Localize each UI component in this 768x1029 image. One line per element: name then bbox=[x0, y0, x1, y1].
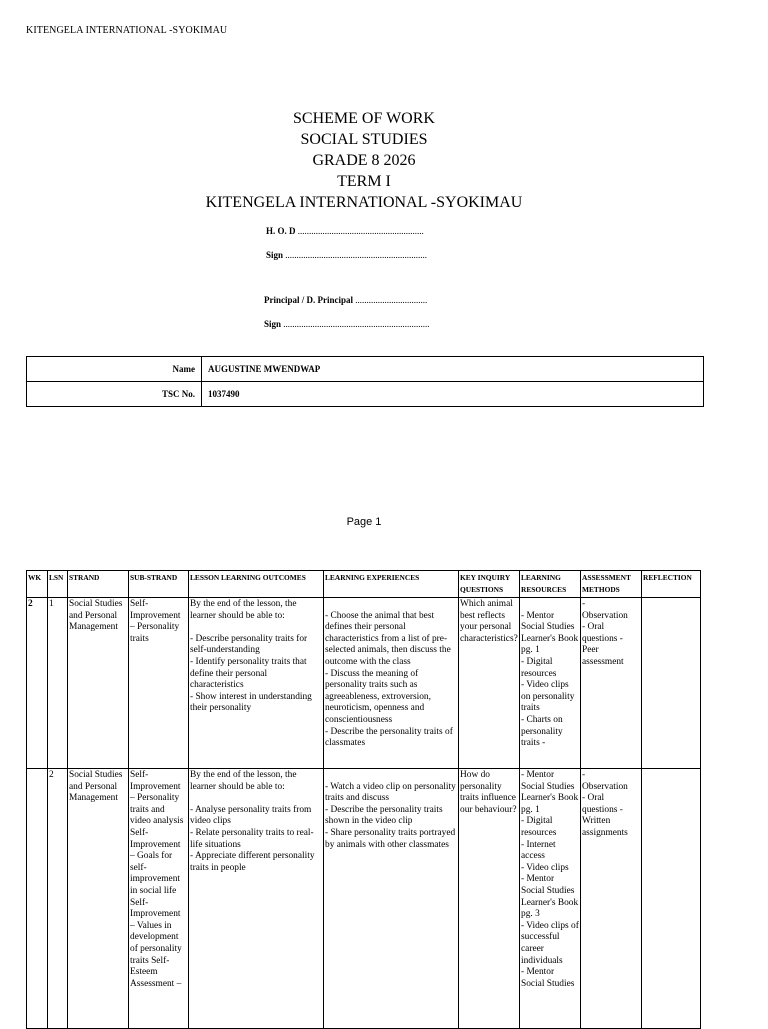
tsc-label: TSC No. bbox=[27, 382, 202, 407]
table-row bbox=[27, 769, 701, 1029]
hod-dots: ........................................................ bbox=[297, 226, 424, 236]
cell-outcomes: By the end of the lesson, the learner should be able to: - Describe personality traits for self-understanding - Identify personality traits that define their personal characteristics - Show interest in understanding their personality bbox=[189, 598, 324, 769]
principal-sign-line bbox=[264, 319, 430, 329]
cell-wk bbox=[27, 769, 48, 1029]
cell-reflection bbox=[642, 769, 701, 1029]
col-reflection: REFLECTION bbox=[642, 571, 701, 598]
col-outcomes: LESSON LEARNING OUTCOMES bbox=[189, 571, 324, 598]
cell-questions: How do personality traits influence our behaviour? bbox=[459, 769, 520, 1029]
running-header: KITENGELA INTERNATIONAL -SYOKIMAU bbox=[26, 25, 228, 36]
tsc-value: 1037490 bbox=[202, 382, 704, 407]
hod-line bbox=[266, 226, 424, 236]
cell-sub-strand: Self-Improvement – Personality traits and video analysis Self-Improvement – Goals for self-improvement in social life Self-Improvement – Values in development of personality traits Self-Esteem Assessment – bbox=[129, 769, 189, 1029]
name-row bbox=[27, 357, 704, 382]
cell-lsn: 1 bbox=[48, 598, 68, 769]
col-strand: STRAND bbox=[68, 571, 129, 598]
table-row bbox=[27, 598, 701, 769]
tsc-row bbox=[27, 382, 704, 407]
cell-wk: 2 bbox=[27, 598, 48, 769]
col-experiences: LEARNING EXPERIENCES bbox=[324, 571, 459, 598]
hod-sign-line bbox=[266, 250, 427, 260]
page-number: Page 1 bbox=[346, 516, 382, 528]
title-line-1: SCHEME OF WORK bbox=[293, 110, 435, 127]
cell-assessment: - Observation - Oral questions - Peer assessment bbox=[581, 598, 642, 769]
cell-experiences: - Choose the animal that best defines their personal characteristics from a list of pre-selected animals, then discuss the outcome with the class - Discuss the meaning of personality traits such as agreeableness, extroversion, neuroticism, openness and conscientiousness - Describe the personality traits of classmates bbox=[324, 598, 459, 769]
table-header-row bbox=[27, 571, 701, 598]
cell-questions: Which animal best reflects your personal characteristics? bbox=[459, 598, 520, 769]
principal-dots: ................................ bbox=[355, 295, 428, 305]
cell-strand: Social Studies and Personal Management bbox=[68, 598, 129, 769]
hod-sign-dots: ............................................................... bbox=[285, 250, 428, 260]
title-line-5: KITENGELA INTERNATIONAL -SYOKIMAU bbox=[205, 194, 523, 211]
name-label: Name bbox=[27, 357, 202, 382]
title-line-2: SOCIAL STUDIES bbox=[300, 131, 428, 148]
cell-lsn: 2 bbox=[48, 769, 68, 1029]
hod-label: H. O. D bbox=[266, 226, 296, 236]
scheme-table bbox=[26, 570, 701, 1029]
cell-resources: - Mentor Social Studies Learner's Book pg. 1 - Digital resources - Internet access - Video clips - Mentor Social Studies Learner's Book pg. 3 - Video clips of successful career individuals - Mentor Social Studies bbox=[520, 769, 581, 1029]
cell-sub-strand: Self-Improvement – Personality traits bbox=[129, 598, 189, 769]
col-sub-strand: SUB-STRAND bbox=[129, 571, 189, 598]
cell-resources: - Mentor Social Studies Learner's Book pg. 1 - Digital resources - Video clips on personality traits - Charts on personality traits - bbox=[520, 598, 581, 769]
title-line-3: GRADE 8 2026 bbox=[312, 152, 416, 169]
col-lsn: LSN bbox=[48, 571, 68, 598]
col-assessment: ASSESSMENT METHODS bbox=[581, 571, 642, 598]
hod-sign-label: Sign bbox=[266, 250, 284, 260]
cell-reflection bbox=[642, 598, 701, 769]
col-questions: KEY INQUIRY QUESTIONS bbox=[459, 571, 520, 598]
document-title bbox=[0, 108, 728, 213]
cell-assessment: - Observation - Oral questions - Written assignments bbox=[581, 769, 642, 1029]
title-line-4: TERM I bbox=[337, 173, 391, 190]
cell-outcomes: By the end of the lesson, the learner should be able to: - Analyse personality traits from video clips - Relate personality traits to real-life situations - Appreciate different personality traits in people bbox=[189, 769, 324, 1029]
principal-sign-label: Sign bbox=[264, 319, 282, 329]
col-wk: WK bbox=[27, 571, 48, 598]
principal-line bbox=[264, 295, 427, 305]
principal-label: Principal / D. Principal bbox=[264, 295, 353, 305]
cell-experiences: - Watch a video clip on personality traits and discuss - Describe the personality traits shown in the video clip - Share personality traits portrayed by animals with other classmates bbox=[324, 769, 459, 1029]
principal-sign-dots: ................................................................. bbox=[283, 319, 430, 329]
teacher-info-table bbox=[26, 356, 704, 407]
name-value: AUGUSTINE MWENDWAP bbox=[202, 357, 704, 382]
col-resources: LEARNING RESOURCES bbox=[520, 571, 581, 598]
cell-strand: Social Studies and Personal Management bbox=[68, 769, 129, 1029]
